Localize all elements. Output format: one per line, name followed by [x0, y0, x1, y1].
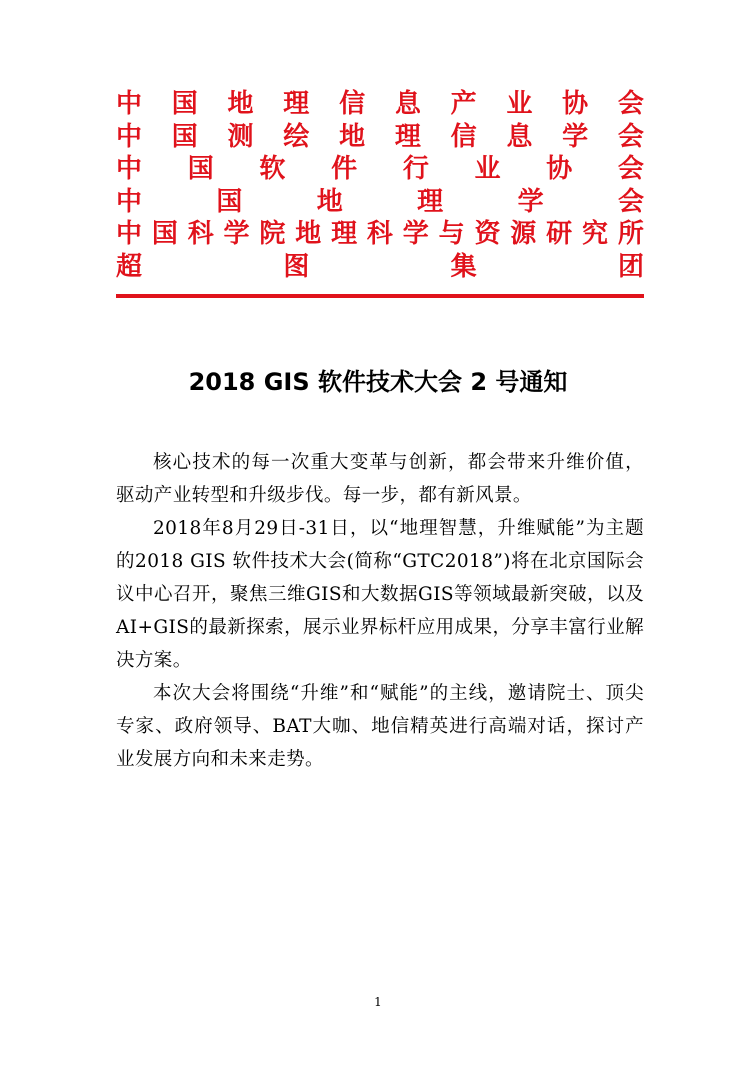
- org-char: 学: [402, 219, 429, 249]
- org-char: 科: [187, 219, 214, 249]
- org-char: 院: [259, 219, 286, 249]
- org-char: 地: [295, 219, 322, 249]
- org-char: 国: [151, 219, 178, 249]
- org-char: 地: [339, 121, 366, 152]
- org-char: 会: [617, 186, 644, 217]
- org-char: 学: [223, 219, 250, 249]
- org-char: 图: [283, 251, 310, 282]
- body-paragraph: 核心技术的每一次重大变革与创新，都会带来升维价值，驱动产业转型和升级步伐。每一步，都有新风景。: [116, 452, 644, 506]
- org-line-supermap-group: [116, 251, 644, 284]
- org-char: 产: [450, 89, 477, 119]
- org-char: 息: [394, 89, 421, 119]
- org-char: 中: [116, 121, 143, 152]
- document-title: 2018 GIS 软件技术大会 2 号通知: [188, 368, 568, 396]
- org-char: 件: [331, 154, 358, 184]
- org-char: 业: [474, 154, 501, 184]
- org-char: 国: [216, 186, 243, 217]
- org-char: 信: [339, 89, 366, 119]
- org-char: 息: [506, 121, 533, 152]
- org-char: 业: [506, 89, 533, 119]
- org-char: 中: [116, 154, 143, 184]
- body-paragraph: 2018年8月29日-31日，以“地理智慧，升维赋能”为主题的2018 GIS 软件技术大会(简称“GTC2018”)将在北京国际会议中心召开，聚焦三维GIS和大数据GIS等领域最新突破，以及AI+GIS的最新探索，展示业界标杆应用成果，分享丰富行业解决方案。: [116, 518, 644, 671]
- org-char: 地: [227, 89, 254, 119]
- body-paragraph: 本次大会将围绕“升维”和“赋能”的主线，邀请院士、顶尖专家、政府领导、BAT大咖、地信精英进行高端对话，探讨产业发展方向和未来走势。: [116, 683, 644, 770]
- letterhead: [116, 88, 644, 283]
- org-char: 信: [450, 121, 477, 152]
- page-number: 1: [374, 995, 382, 1009]
- document-body: [116, 446, 644, 776]
- org-line-geographical-society-of-china: [116, 186, 644, 219]
- org-char: 理: [283, 89, 310, 119]
- org-char: 理: [417, 186, 444, 217]
- org-char: 会: [617, 121, 644, 152]
- org-char: 中: [116, 186, 143, 217]
- org-line-cas-institute-geographic-sciences: [116, 218, 644, 251]
- org-char: 国: [171, 89, 198, 119]
- org-char: 绘: [283, 121, 310, 152]
- org-char: 理: [394, 121, 421, 152]
- org-char: 国: [187, 154, 214, 184]
- org-line-china-software-industry-association: [116, 153, 644, 186]
- org-char: 软: [259, 154, 286, 184]
- org-char: 地: [316, 186, 343, 217]
- org-char: 源: [510, 219, 537, 249]
- org-char: 中: [116, 89, 143, 119]
- org-char: 测: [227, 121, 254, 152]
- org-char: 究: [581, 219, 608, 249]
- org-char: 所: [617, 219, 644, 249]
- org-char: 学: [517, 186, 544, 217]
- org-char: 与: [438, 219, 465, 249]
- org-char: 团: [617, 251, 644, 282]
- org-char: 理: [331, 219, 358, 249]
- org-line-china-geo-info-industry-association: [116, 88, 644, 121]
- org-char: 学: [562, 121, 589, 152]
- letterhead-divider: [116, 294, 644, 298]
- org-char: 中: [116, 219, 143, 249]
- org-char: 集: [450, 251, 477, 282]
- org-char: 行: [402, 154, 429, 184]
- org-char: 科: [366, 219, 393, 249]
- org-char: 协: [562, 89, 589, 119]
- org-char: 超: [116, 251, 143, 282]
- org-line-chinese-society-geodesy-geoinfo: [116, 121, 644, 154]
- org-char: 协: [546, 154, 573, 184]
- org-char: 会: [617, 89, 644, 119]
- org-char: 研: [546, 219, 573, 249]
- org-char: 资: [474, 219, 501, 249]
- org-char: 国: [171, 121, 198, 152]
- org-char: 会: [617, 154, 644, 184]
